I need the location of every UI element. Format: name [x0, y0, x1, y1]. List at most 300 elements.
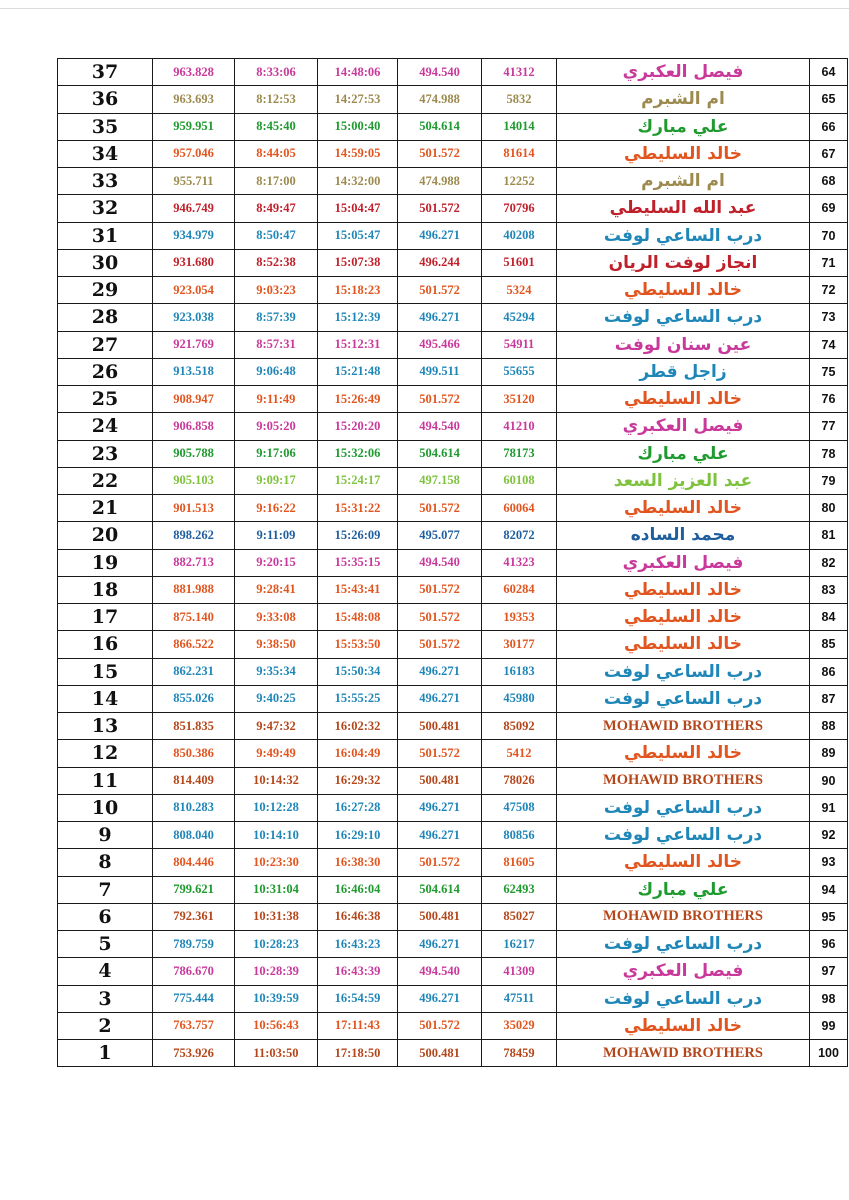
distance-cell: 500.481 — [398, 1040, 482, 1067]
speed-cell: 775.444 — [153, 985, 235, 1012]
rank-cell: 77 — [810, 413, 848, 440]
owner-name-cell: درب الساعي لوفت — [557, 658, 810, 685]
speed-cell: 875.140 — [153, 604, 235, 631]
owner-name-cell: درب الساعي لوفت — [557, 685, 810, 712]
distance-cell: 495.077 — [398, 522, 482, 549]
owner-name-cell: درب الساعي لوفت — [557, 985, 810, 1012]
distance-cell: 501.572 — [398, 386, 482, 413]
rank-cell: 68 — [810, 168, 848, 195]
distance-cell: 497.158 — [398, 467, 482, 494]
place-cell: 21 — [58, 495, 153, 522]
table-row — [58, 604, 848, 631]
rank-cell: 87 — [810, 685, 848, 712]
owner-name-cell: خالد السليطي — [557, 495, 810, 522]
start-time-cell: 10:28:23 — [235, 931, 318, 958]
speed-cell: 959.951 — [153, 113, 235, 140]
distance-cell: 494.540 — [398, 549, 482, 576]
table-row — [58, 168, 848, 195]
distance-cell: 504.614 — [398, 440, 482, 467]
distance-cell: 474.988 — [398, 168, 482, 195]
owner-name-cell: خالد السليطي — [557, 277, 810, 304]
owner-name-cell: درب الساعي لوفت — [557, 822, 810, 849]
ring-number-cell: 16183 — [482, 658, 557, 685]
owner-name-cell: عبد الله السليطي — [557, 195, 810, 222]
table-row — [58, 876, 848, 903]
table-row — [58, 713, 848, 740]
rank-cell: 86 — [810, 658, 848, 685]
owner-name-cell: انجاز لوفت الريان — [557, 249, 810, 276]
ring-number-cell: 41323 — [482, 549, 557, 576]
speed-cell: 786.670 — [153, 958, 235, 985]
start-time-cell: 10:23:30 — [235, 849, 318, 876]
race-results-table — [57, 58, 848, 1067]
ring-number-cell: 54911 — [482, 331, 557, 358]
arrival-time-cell: 15:05:47 — [318, 222, 398, 249]
owner-name-cell: علي مبارك — [557, 113, 810, 140]
owner-name-cell: محمد الساده — [557, 522, 810, 549]
place-cell: 16 — [58, 631, 153, 658]
speed-cell: 862.231 — [153, 658, 235, 685]
start-time-cell: 9:03:23 — [235, 277, 318, 304]
arrival-time-cell: 15:07:38 — [318, 249, 398, 276]
speed-cell: 901.513 — [153, 495, 235, 522]
start-time-cell: 8:57:31 — [235, 331, 318, 358]
rank-cell: 91 — [810, 794, 848, 821]
table-row — [58, 767, 848, 794]
owner-name-cell: علي مبارك — [557, 440, 810, 467]
owner-name-cell: درب الساعي لوفت — [557, 304, 810, 331]
arrival-time-cell: 15:24:17 — [318, 467, 398, 494]
start-time-cell: 8:12:53 — [235, 86, 318, 113]
ring-number-cell: 47508 — [482, 794, 557, 821]
speed-cell: 923.038 — [153, 304, 235, 331]
arrival-time-cell: 16:29:32 — [318, 767, 398, 794]
start-time-cell: 9:35:34 — [235, 658, 318, 685]
start-time-cell: 11:03:50 — [235, 1040, 318, 1067]
owner-name-cell: MOHAWID BROTHERS — [557, 1040, 810, 1067]
place-cell: 19 — [58, 549, 153, 576]
rank-cell: 67 — [810, 140, 848, 167]
table-row — [58, 549, 848, 576]
ring-number-cell: 78173 — [482, 440, 557, 467]
table-row — [58, 86, 848, 113]
table-row — [58, 522, 848, 549]
rank-cell: 81 — [810, 522, 848, 549]
ring-number-cell: 35029 — [482, 1012, 557, 1039]
start-time-cell: 9:11:49 — [235, 386, 318, 413]
place-cell: 28 — [58, 304, 153, 331]
ring-number-cell: 47511 — [482, 985, 557, 1012]
owner-name-cell: MOHAWID BROTHERS — [557, 903, 810, 930]
distance-cell: 500.481 — [398, 713, 482, 740]
speed-cell: 898.262 — [153, 522, 235, 549]
distance-cell: 501.572 — [398, 631, 482, 658]
place-cell: 22 — [58, 467, 153, 494]
arrival-time-cell: 16:04:49 — [318, 740, 398, 767]
table-row — [58, 386, 848, 413]
ring-number-cell: 19353 — [482, 604, 557, 631]
owner-name-cell: خالد السليطي — [557, 604, 810, 631]
place-cell: 15 — [58, 658, 153, 685]
arrival-time-cell: 16:38:30 — [318, 849, 398, 876]
speed-cell: 908.947 — [153, 386, 235, 413]
rank-cell: 89 — [810, 740, 848, 767]
speed-cell: 855.026 — [153, 685, 235, 712]
arrival-time-cell: 15:32:06 — [318, 440, 398, 467]
table-row — [58, 958, 848, 985]
speed-cell: 957.046 — [153, 140, 235, 167]
start-time-cell: 9:47:32 — [235, 713, 318, 740]
rank-cell: 78 — [810, 440, 848, 467]
place-cell: 1 — [58, 1040, 153, 1067]
distance-cell: 494.540 — [398, 413, 482, 440]
arrival-time-cell: 14:32:00 — [318, 168, 398, 195]
ring-number-cell: 85092 — [482, 713, 557, 740]
distance-cell: 501.572 — [398, 277, 482, 304]
owner-name-cell: درب الساعي لوفت — [557, 931, 810, 958]
owner-name-cell: درب الساعي لوفت — [557, 222, 810, 249]
arrival-time-cell: 15:48:08 — [318, 604, 398, 631]
place-cell: 37 — [58, 59, 153, 86]
arrival-time-cell: 17:11:43 — [318, 1012, 398, 1039]
table-row — [58, 1040, 848, 1067]
speed-cell: 851.835 — [153, 713, 235, 740]
distance-cell: 501.572 — [398, 849, 482, 876]
arrival-time-cell: 15:12:31 — [318, 331, 398, 358]
table-row — [58, 658, 848, 685]
table-row — [58, 140, 848, 167]
arrival-time-cell: 15:04:47 — [318, 195, 398, 222]
place-cell: 14 — [58, 685, 153, 712]
distance-cell: 496.244 — [398, 249, 482, 276]
table-row — [58, 794, 848, 821]
ring-number-cell: 78459 — [482, 1040, 557, 1067]
arrival-time-cell: 16:27:28 — [318, 794, 398, 821]
rank-cell: 74 — [810, 331, 848, 358]
place-cell: 2 — [58, 1012, 153, 1039]
place-cell: 9 — [58, 822, 153, 849]
ring-number-cell: 40208 — [482, 222, 557, 249]
place-cell: 26 — [58, 358, 153, 385]
arrival-time-cell: 15:50:34 — [318, 658, 398, 685]
ring-number-cell: 41312 — [482, 59, 557, 86]
ring-number-cell: 14014 — [482, 113, 557, 140]
ring-number-cell: 5412 — [482, 740, 557, 767]
start-time-cell: 10:14:32 — [235, 767, 318, 794]
distance-cell: 501.572 — [398, 140, 482, 167]
speed-cell: 963.693 — [153, 86, 235, 113]
distance-cell: 496.271 — [398, 822, 482, 849]
distance-cell: 494.540 — [398, 958, 482, 985]
start-time-cell: 9:16:22 — [235, 495, 318, 522]
distance-cell: 496.271 — [398, 985, 482, 1012]
distance-cell: 496.271 — [398, 222, 482, 249]
speed-cell: 804.446 — [153, 849, 235, 876]
start-time-cell: 10:31:04 — [235, 876, 318, 903]
table-row — [58, 822, 848, 849]
distance-cell: 501.572 — [398, 495, 482, 522]
arrival-time-cell: 16:43:23 — [318, 931, 398, 958]
start-time-cell: 10:28:39 — [235, 958, 318, 985]
ring-number-cell: 80856 — [482, 822, 557, 849]
arrival-time-cell: 16:43:39 — [318, 958, 398, 985]
start-time-cell: 10:31:38 — [235, 903, 318, 930]
start-time-cell: 10:56:43 — [235, 1012, 318, 1039]
start-time-cell: 10:12:28 — [235, 794, 318, 821]
ring-number-cell: 70796 — [482, 195, 557, 222]
place-cell: 3 — [58, 985, 153, 1012]
table-row — [58, 413, 848, 440]
table-row — [58, 985, 848, 1012]
ring-number-cell: 82072 — [482, 522, 557, 549]
place-cell: 25 — [58, 386, 153, 413]
speed-cell: 946.749 — [153, 195, 235, 222]
start-time-cell: 8:45:40 — [235, 113, 318, 140]
speed-cell: 850.386 — [153, 740, 235, 767]
rank-cell: 90 — [810, 767, 848, 794]
results-body — [58, 59, 848, 1067]
place-cell: 32 — [58, 195, 153, 222]
arrival-time-cell: 15:53:50 — [318, 631, 398, 658]
table-row — [58, 222, 848, 249]
table-row — [58, 467, 848, 494]
place-cell: 10 — [58, 794, 153, 821]
place-cell: 24 — [58, 413, 153, 440]
speed-cell: 799.621 — [153, 876, 235, 903]
place-cell: 6 — [58, 903, 153, 930]
rank-cell: 71 — [810, 249, 848, 276]
place-cell: 4 — [58, 958, 153, 985]
start-time-cell: 9:40:25 — [235, 685, 318, 712]
speed-cell: 923.054 — [153, 277, 235, 304]
distance-cell: 496.271 — [398, 685, 482, 712]
ring-number-cell: 35120 — [482, 386, 557, 413]
ring-number-cell: 16217 — [482, 931, 557, 958]
ring-number-cell: 78026 — [482, 767, 557, 794]
rank-cell: 83 — [810, 576, 848, 603]
distance-cell: 500.481 — [398, 903, 482, 930]
place-cell: 13 — [58, 713, 153, 740]
distance-cell: 501.572 — [398, 740, 482, 767]
start-time-cell: 8:52:38 — [235, 249, 318, 276]
rank-cell: 88 — [810, 713, 848, 740]
owner-name-cell: فيصل العكبري — [557, 59, 810, 86]
owner-name-cell: خالد السليطي — [557, 849, 810, 876]
ring-number-cell: 85027 — [482, 903, 557, 930]
rank-cell: 92 — [810, 822, 848, 849]
start-time-cell: 10:14:10 — [235, 822, 318, 849]
start-time-cell: 9:17:06 — [235, 440, 318, 467]
place-cell: 31 — [58, 222, 153, 249]
scan-edge-line — [0, 8, 849, 9]
owner-name-cell: خالد السليطي — [557, 740, 810, 767]
rank-cell: 100 — [810, 1040, 848, 1067]
table-row — [58, 440, 848, 467]
place-cell: 18 — [58, 576, 153, 603]
rank-cell: 73 — [810, 304, 848, 331]
ring-number-cell: 30177 — [482, 631, 557, 658]
rank-cell: 84 — [810, 604, 848, 631]
table-row — [58, 195, 848, 222]
arrival-time-cell: 15:26:49 — [318, 386, 398, 413]
rank-cell: 65 — [810, 86, 848, 113]
place-cell: 11 — [58, 767, 153, 794]
table-row — [58, 576, 848, 603]
distance-cell: 496.271 — [398, 658, 482, 685]
arrival-time-cell: 17:18:50 — [318, 1040, 398, 1067]
ring-number-cell: 81605 — [482, 849, 557, 876]
distance-cell: 496.271 — [398, 931, 482, 958]
owner-name-cell: درب الساعي لوفت — [557, 794, 810, 821]
table-row — [58, 685, 848, 712]
ring-number-cell: 41309 — [482, 958, 557, 985]
speed-cell: 789.759 — [153, 931, 235, 958]
rank-cell: 64 — [810, 59, 848, 86]
arrival-time-cell: 15:18:23 — [318, 277, 398, 304]
ring-number-cell: 62493 — [482, 876, 557, 903]
distance-cell: 494.540 — [398, 59, 482, 86]
rank-cell: 75 — [810, 358, 848, 385]
arrival-time-cell: 16:54:59 — [318, 985, 398, 1012]
table-row — [58, 931, 848, 958]
arrival-time-cell: 16:46:38 — [318, 903, 398, 930]
speed-cell: 931.680 — [153, 249, 235, 276]
owner-name-cell: خالد السليطي — [557, 631, 810, 658]
rank-cell: 93 — [810, 849, 848, 876]
distance-cell: 501.572 — [398, 576, 482, 603]
speed-cell: 808.040 — [153, 822, 235, 849]
owner-name-cell: فيصل العكبري — [557, 413, 810, 440]
ring-number-cell: 5324 — [482, 277, 557, 304]
owner-name-cell: MOHAWID BROTHERS — [557, 767, 810, 794]
place-cell: 34 — [58, 140, 153, 167]
ring-number-cell: 60284 — [482, 576, 557, 603]
owner-name-cell: فيصل العكبري — [557, 958, 810, 985]
speed-cell: 866.522 — [153, 631, 235, 658]
place-cell: 8 — [58, 849, 153, 876]
arrival-time-cell: 15:21:48 — [318, 358, 398, 385]
table-row — [58, 903, 848, 930]
speed-cell: 905.103 — [153, 467, 235, 494]
owner-name-cell: خالد السليطي — [557, 386, 810, 413]
table-row — [58, 249, 848, 276]
arrival-time-cell: 15:26:09 — [318, 522, 398, 549]
speed-cell: 934.979 — [153, 222, 235, 249]
table-row — [58, 277, 848, 304]
arrival-time-cell: 15:12:39 — [318, 304, 398, 331]
rank-cell: 85 — [810, 631, 848, 658]
start-time-cell: 9:38:50 — [235, 631, 318, 658]
speed-cell: 913.518 — [153, 358, 235, 385]
rank-cell: 97 — [810, 958, 848, 985]
start-time-cell: 8:44:05 — [235, 140, 318, 167]
start-time-cell: 9:06:48 — [235, 358, 318, 385]
arrival-time-cell: 15:55:25 — [318, 685, 398, 712]
owner-name-cell: ام الشبرم — [557, 168, 810, 195]
arrival-time-cell: 15:31:22 — [318, 495, 398, 522]
start-time-cell: 9:33:08 — [235, 604, 318, 631]
table-row — [58, 59, 848, 86]
start-time-cell: 10:39:59 — [235, 985, 318, 1012]
speed-cell: 906.858 — [153, 413, 235, 440]
start-time-cell: 8:49:47 — [235, 195, 318, 222]
distance-cell: 500.481 — [398, 767, 482, 794]
place-cell: 27 — [58, 331, 153, 358]
ring-number-cell: 45980 — [482, 685, 557, 712]
distance-cell: 495.466 — [398, 331, 482, 358]
ring-number-cell: 45294 — [482, 304, 557, 331]
start-time-cell: 9:09:17 — [235, 467, 318, 494]
speed-cell: 881.988 — [153, 576, 235, 603]
start-time-cell: 8:57:39 — [235, 304, 318, 331]
speed-cell: 763.757 — [153, 1012, 235, 1039]
owner-name-cell: خالد السليطي — [557, 140, 810, 167]
place-cell: 23 — [58, 440, 153, 467]
distance-cell: 496.271 — [398, 794, 482, 821]
table-row — [58, 740, 848, 767]
distance-cell: 501.572 — [398, 1012, 482, 1039]
table-row — [58, 304, 848, 331]
arrival-time-cell: 16:46:04 — [318, 876, 398, 903]
rank-cell: 95 — [810, 903, 848, 930]
distance-cell: 474.988 — [398, 86, 482, 113]
place-cell: 30 — [58, 249, 153, 276]
owner-name-cell: خالد السليطي — [557, 1012, 810, 1039]
speed-cell: 792.361 — [153, 903, 235, 930]
rank-cell: 70 — [810, 222, 848, 249]
start-time-cell: 9:05:20 — [235, 413, 318, 440]
table-row — [58, 358, 848, 385]
place-cell: 5 — [58, 931, 153, 958]
rank-cell: 94 — [810, 876, 848, 903]
rank-cell: 66 — [810, 113, 848, 140]
ring-number-cell: 55655 — [482, 358, 557, 385]
arrival-time-cell: 15:00:40 — [318, 113, 398, 140]
table-row — [58, 849, 848, 876]
arrival-time-cell: 15:43:41 — [318, 576, 398, 603]
owner-name-cell: عين سنان لوفت — [557, 331, 810, 358]
owner-name-cell: خالد السليطي — [557, 576, 810, 603]
ring-number-cell: 81614 — [482, 140, 557, 167]
place-cell: 35 — [58, 113, 153, 140]
distance-cell: 499.511 — [398, 358, 482, 385]
rank-cell: 79 — [810, 467, 848, 494]
rank-cell: 98 — [810, 985, 848, 1012]
arrival-time-cell: 16:29:10 — [318, 822, 398, 849]
speed-cell: 921.769 — [153, 331, 235, 358]
speed-cell: 814.409 — [153, 767, 235, 794]
rank-cell: 82 — [810, 549, 848, 576]
arrival-time-cell: 14:27:53 — [318, 86, 398, 113]
rank-cell: 72 — [810, 277, 848, 304]
table-row — [58, 331, 848, 358]
place-cell: 36 — [58, 86, 153, 113]
place-cell: 7 — [58, 876, 153, 903]
ring-number-cell: 60064 — [482, 495, 557, 522]
start-time-cell: 9:28:41 — [235, 576, 318, 603]
owner-name-cell: MOHAWID BROTHERS — [557, 713, 810, 740]
rank-cell: 96 — [810, 931, 848, 958]
place-cell: 17 — [58, 604, 153, 631]
table-row — [58, 495, 848, 522]
rank-cell: 80 — [810, 495, 848, 522]
distance-cell: 496.271 — [398, 304, 482, 331]
distance-cell: 504.614 — [398, 113, 482, 140]
start-time-cell: 9:11:09 — [235, 522, 318, 549]
speed-cell: 882.713 — [153, 549, 235, 576]
speed-cell: 905.788 — [153, 440, 235, 467]
speed-cell: 753.926 — [153, 1040, 235, 1067]
